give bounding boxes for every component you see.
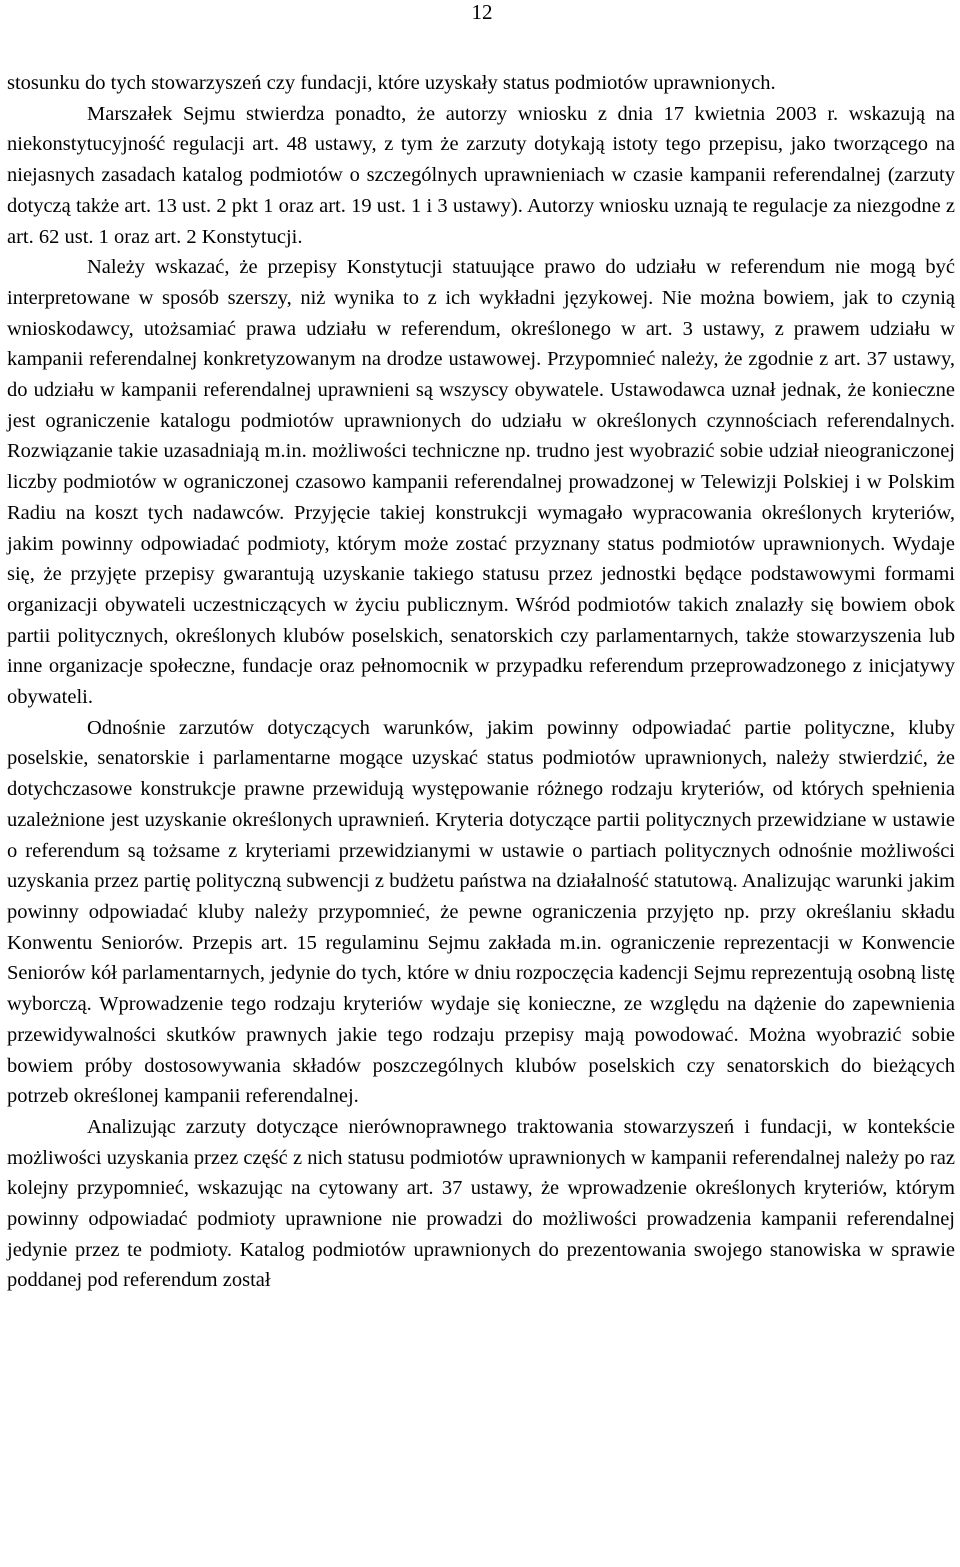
document-body <box>7 68 955 1296</box>
page-number: 12 <box>471 0 493 24</box>
paragraph-3: Należy wskazać, że przepisy Konstytucji statuujące prawo do udziału w referendum nie mogą być interpretowane w sposób szerszy, niż wynika to z ich wykładni językowej. Nie można bowiem, jak to czynią wnioskodawcy, utożsamiać prawa udziału w referendum, określonego w art. 3 ustawy, z prawem udziału w kampanii referendalnej konkretyzowanym na drodze ustawowej. Przypomnieć należy, że zgodnie z art. 37 ustawy, do udziału w kampanii referendalnej uprawnieni są wszyscy obywatele. Ustawodawca uznał jednak, że konieczne jest ograniczenie katalogu podmiotów uprawnionych do udziału w określonych czynnościach referendalnych. Rozwiązanie takie uzasadniają m.in. możliwości techniczne np. trudno jest wyobrazić sobie udział nieograniczonej liczby podmiotów w ograniczonej czasowo kampanii referendalnej prowadzonej w Telewizji Polskiej i w Polskim Radiu na koszt tych nadawców. Przyjęcie takiej konstrukcji wymagało wypracowania określonych kryteriów, jakim powinny odpowiadać podmioty, którym może zostać przyznany status podmiotów uprawnionych. Wydaje się, że przyjęte przepisy gwarantują uzyskanie takiego statusu przez jednostki będące podstawowymi formami organizacji obywateli uczestniczących w życiu publicznym. Wśród podmiotów takich znalazły się bowiem obok partii politycznych, określonych klubów poselskich, senatorskich czy parlamentarnych, także stowarzyszenia lub inne organizacje społeczne, fundacje oraz pełnomocnik w przypadku referendum przeprowadzonego z inicjatywy obywateli. <box>7 256 955 709</box>
paragraph-5: Analizując zarzuty dotyczące nierównoprawnego traktowania stowarzyszeń i fundacji, w kontekście możliwości uzyskania przez część z nich statusu podmiotów uprawnionych w kampanii referendalnej należy po raz kolejny przypomnieć, wskazując na cytowany art. 37 ustawy, że wprowadzenie określonych kryteriów, którym powinny odpowiadać podmioty uprawnione nie prowadzi do możliwości prowadzenia kampanii referendalnej jedynie przez te podmioty. Katalog podmiotów uprawnionych do prezentowania swojego stanowiska w sprawie poddanej pod referendum został <box>7 1115 955 1292</box>
paragraph-1: stosunku do tych stowarzyszeń czy fundacji, które uzyskały status podmiotów uprawnionych. <box>7 72 776 94</box>
paragraph-2: Marszałek Sejmu stwierdza ponadto, że autorzy wniosku z dnia 17 kwietnia 2003 r. wskazują na niekonstytucyjność regulacji art. 48 ustawy, z tym że zarzuty dotykają istoty tego przepisu, jako tworzącego na niejasnych zasadach katalog podmiotów o szczególnych uprawnieniach w czasie kampanii referendalnej (zarzuty dotyczą także art. 13 ust. 2 pkt 1 oraz art. 19 ust. 1 i 3 ustawy). Autorzy wniosku uznają te regulacje za niezgodne z art. 62 ust. 1 oraz art. 2 Konstytucji. <box>7 102 955 248</box>
paragraph-4: Odnośnie zarzutów dotyczących warunków, jakim powinny odpowiadać partie polityczne, kluby poselskie, senatorskie i parlamentarne mogące uzyskać status podmiotów uprawnionych, należy stwierdzić, że dotychczasowe konstrukcje prawne przewidują występowanie różnego rodzaju kryteriów, od których spełnienia uzależnione jest uzyskanie określonych uprawnień. Kryteria dotyczące partii politycznych przewidziane w ustawie o referendum są tożsame z kryteriami przewidzianymi w ustawie o partiach politycznych odnośnie możliwości uzyskania przez partię polityczną subwencji z budżetu państwa na działalność statutową. Analizując warunki jakim powinny odpowiadać kluby należy przypomnieć, że pewne ograniczenia przyjęto np. przy określaniu składu Konwentu Seniorów. Przepis art. 15 regulaminu Sejmu zakłada m.in. ograniczenie reprezentacji w Konwencie Seniorów kół parlamentarnych, jedynie do tych, które w dniu rozpoczęcia kadencji Sejmu reprezentują osobną listę wyborczą. Wprowadzenie tego rodzaju kryteriów wydaje się konieczne, ze względu na dążenie do zapewnienia przewidywalności skutków prawnych jakie tego rodzaju przepisy mają powodować. Można wyobrazić sobie bowiem próby dostosowywania składów poszczególnych klubów poselskich czy senatorskich do bieżących potrzeb określonej kampanii referendalnej. <box>7 716 955 1108</box>
